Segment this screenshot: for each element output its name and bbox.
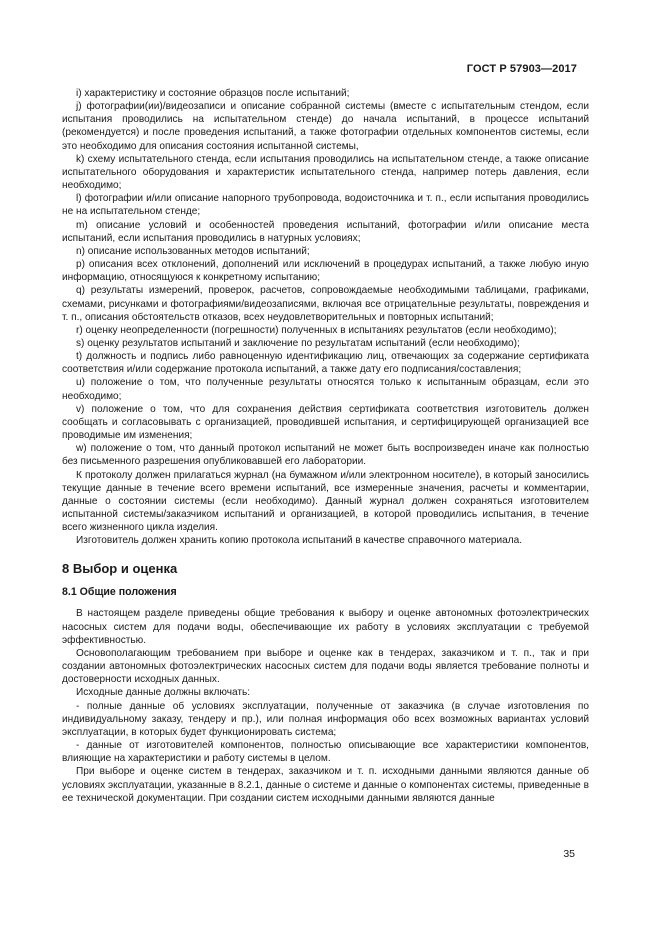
section-paragraph: Исходные данные должны включать: [76, 687, 251, 699]
journal-paragraph: К протоколу должен прилагаться журнал (на бумажном и/или электронном носителе), в который заносились текущие данные в течение всего времени испытаний, все измеренные значения, расчеты и комментарии, данные о состоянии системы (если необходимо). Данный журнал должен сохраняться изготовителем испытанной системы/заказчиком испытаний и организацией, в которой проводились испытания, в течение всего жизненного цикла изделия. [62, 469, 589, 534]
list-item: l) фотографии и/или описание напорного трубопровода, водоисточника и т. п., если испытания проводились не на испытательном стенде; [62, 193, 589, 218]
section-paragraph: При выборе и оценке систем в тендерах, заказчиком и т. п. исходными данными являются данные об условиях эксплуатации, указанные в 8.2.1, данные о системе и данные о компонентах системы, приведенные в ее технической документации. При создании систем исходными данными являются данные [62, 766, 589, 804]
list-item: n) описание использованных методов испытаний; [76, 245, 310, 257]
section-paragraph: Основополагающим требованием при выборе и оценке как в тендерах, заказчиком и т. п., так и при создании автономных фотоэлектрических насосных систем для подачи воды является требование полноты и достоверности исходных данных. [62, 647, 589, 686]
list-item: u) положение о том, что полученные результаты относятся только к испытанным образцам, если это необходимо; [62, 377, 589, 402]
page-number: 35 [563, 848, 575, 860]
list-item: v) положение о том, что для сохранения действия сертификата соответствия изготовитель должен сообщать и согласовывать с организацией, проводившей испытания, и сертифицирующей организацией все проводимые им изменения; [62, 403, 589, 442]
list-item: s) оценку результатов испытаний и заключение по результатам испытаний (если необходимо); [76, 337, 520, 349]
list-item: p) описания всех отклонений, дополнений или исключений в процедурах испытаний, а также любую иную информацию, относящуюся к конкретному испытанию; [62, 259, 589, 284]
section-paragraph: - полные данные об условиях эксплуатации, полученные от заказчика (в случае изготовления по индивидуальному заказу, тендеру и пр.), или полная информация обо всех возможных вариантах условий эксплуатации, в которых будет функционировать система; [62, 700, 589, 738]
list-item: k) схему испытательного стенда, если испытания проводились на испытательном стенде, а также описание испытательного оборудования и характеристик испытательного стенда, например потерь давления, если необходимо; [62, 153, 589, 192]
section-paragraph: - данные от изготовителей компонентов, полностью описывающие все характеристики компонентов, влияющие на характеристики и работу системы в целом. [62, 740, 589, 765]
section-paragraph: В настоящем разделе приведены общие требования к выбору и оценке автономных фотоэлектрических насосных систем для подачи воды, обеспечивающие их работу в условиях эксплуатации с требуемой эффективностью. [62, 608, 589, 646]
standard-header: ГОСТ Р 57903—2017 [466, 63, 577, 75]
list-item: m) описание условий и особенностей проведения испытаний, фотографии и/или описание места испытаний, если испытания проводились в натурных условиях; [62, 219, 589, 244]
subsection-title: 8.1 Общие положения [62, 586, 177, 599]
list-item: j) фотографии(ии)/видеозаписи и описание собранной системы (вместе с испытательным стендом, если испытания проводились на испытательном стенде) до начала испытаний, в процессе испытаний (рекомендуется) и после проведения испытаний, а также фотографии отдельных компонентов системы, если это необходимо для описания состояния испытанной системы, [62, 101, 589, 152]
list-item: t) должность и подпись либо равноценную идентификацию лиц, отвечающих за содержание сертификата соответствия и/или содержание протокола испытаний, а также дату его подписания/составления; [62, 351, 589, 376]
page-content [62, 87, 589, 805]
list-item: w) положение о том, что данный протокол испытаний не может быть воспроизведен иначе как полностью без письменного разрешения опубликовавшей его лаборатории. [62, 443, 589, 468]
list-item: r) оценку неопределенности (погрешности) полученных в испытаниях результатов (если необходимо); [76, 324, 557, 336]
list-item: q) результаты измерений, проверок, расчетов, сопровождаемые необходимыми таблицами, графиками, схемами, рисунками и фотографиями/видеозаписями, включая все отрицательные результаты, повреждения и т. п., описания обстоятельств отказов, всех неудовлетворительных и повторных испытаний; [62, 285, 589, 323]
section-title: 8 Выбор и оценка [62, 561, 178, 577]
list-item: i) характеристику и состояние образцов после испытаний; [76, 88, 350, 99]
copy-paragraph: Изготовитель должен хранить копию протокола испытаний в качестве справочного материала. [76, 535, 523, 547]
